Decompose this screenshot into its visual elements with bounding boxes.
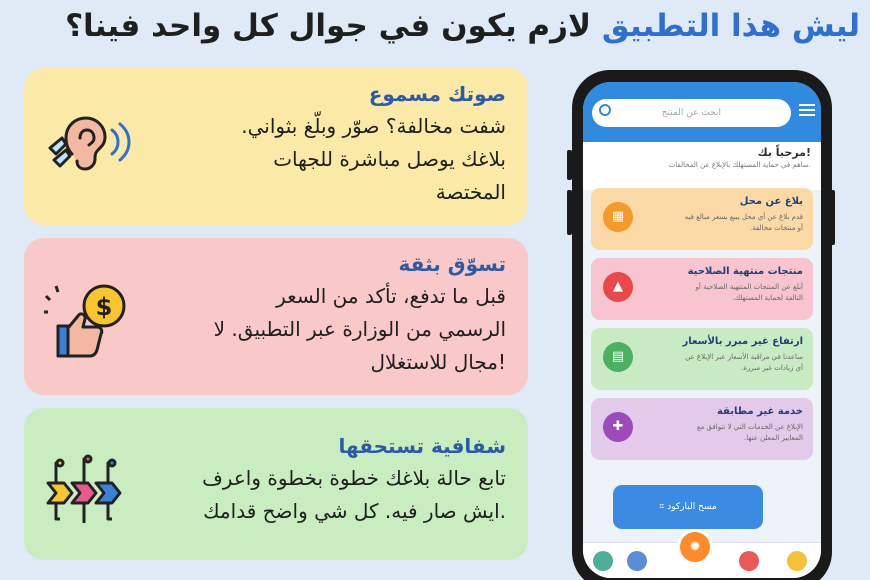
- card-title: شفافية تستحقها: [338, 434, 506, 458]
- nav-reports-icon[interactable]: [739, 551, 759, 571]
- nav-stats-icon[interactable]: [627, 551, 647, 571]
- feature-card-trust: [24, 238, 528, 395]
- phone-mockup: [572, 70, 832, 580]
- card-text: قبل ما تدفع، تأكد من السعر الرسمي من الوزارة عبر التطبيق. لا !مجال للاستغلال: [213, 284, 506, 374]
- shop-icon: ▦: [603, 202, 633, 232]
- ear-sound-icon: [44, 108, 134, 188]
- search-input[interactable]: ابحث عن المنتج: [592, 99, 791, 127]
- headline-highlight: ليش هذا التطبيق: [601, 8, 860, 44]
- action-desc: أبلغ عن المنتجات المنتهية الصلاحية أو التالفة لحماية المستهلك.: [695, 283, 803, 302]
- nav-profile-icon[interactable]: [593, 551, 613, 571]
- welcome-section: [583, 142, 821, 190]
- action-title: بلاغ عن محل: [739, 196, 803, 207]
- welcome-title: !مرحباً بك: [757, 146, 811, 159]
- feature-card-transparency: [24, 408, 528, 560]
- thumbs-up-coin-icon: [44, 280, 134, 364]
- action-card-service[interactable]: [591, 398, 813, 460]
- action-title: منتجات منتهية الصلاحية: [687, 266, 803, 277]
- feature-card-voice: [24, 68, 528, 225]
- warning-icon: ▲: [603, 272, 633, 302]
- progress-arrows-icon: [44, 453, 140, 533]
- card-text: تابع حالة بلاغك خطوة بخطوة واعرف .ايش صار فيه. كل شي واضح قدامك: [202, 466, 506, 523]
- card-title: صوتك مسموع: [368, 82, 506, 106]
- bottom-nav: [583, 539, 821, 578]
- menu-icon[interactable]: [799, 104, 815, 116]
- scan-barcode-button[interactable]: مسح الباركود ⌗: [613, 485, 763, 529]
- card-text: شفت مخالفة؟ صوّر وبلّغ بثواني. بلاغك يوصل مباشرة للجهات المختصة: [241, 114, 506, 204]
- action-title: خدمة غير مطابقة: [716, 406, 803, 417]
- headline-rest: لازم يكون في جوال كل واحد فينا؟: [65, 8, 592, 44]
- scan-label: مسح الباركود: [667, 502, 717, 512]
- action-desc: قدم بلاغ عن أي محل يبيع بسعر مبالغ فيه أو منتجات مخالفة.: [684, 213, 803, 232]
- fire-icon[interactable]: ✹: [677, 529, 713, 565]
- action-card-expired[interactable]: [591, 258, 813, 320]
- app-header: [583, 82, 821, 144]
- action-desc: الإبلاغ عن الخدمات التي لا تتوافق مع المعايير المعلن عنها.: [696, 423, 803, 442]
- receipt-icon: ▤: [603, 342, 633, 372]
- phone-screen: [583, 82, 821, 578]
- action-desc: ساعدنا في مراقبة الأسعار عبر الإبلاغ عن أي زيادات غير مبررة.: [685, 353, 803, 372]
- search-icon[interactable]: [599, 104, 611, 116]
- card-title: تسوّق بثقة: [398, 252, 506, 276]
- store-icon: ✚: [603, 412, 633, 442]
- nav-home-icon[interactable]: [787, 551, 807, 571]
- action-title: ارتفاع غير مبرر بالأسعار: [682, 336, 803, 347]
- welcome-subtitle: .ساهم في حماية المستهلك بالإبلاغ عن المخالفات: [668, 161, 811, 169]
- action-card-prices[interactable]: [591, 328, 813, 390]
- svg-text:$: $: [95, 293, 113, 321]
- headline: [10, 2, 860, 50]
- action-card-report-shop[interactable]: [591, 188, 813, 250]
